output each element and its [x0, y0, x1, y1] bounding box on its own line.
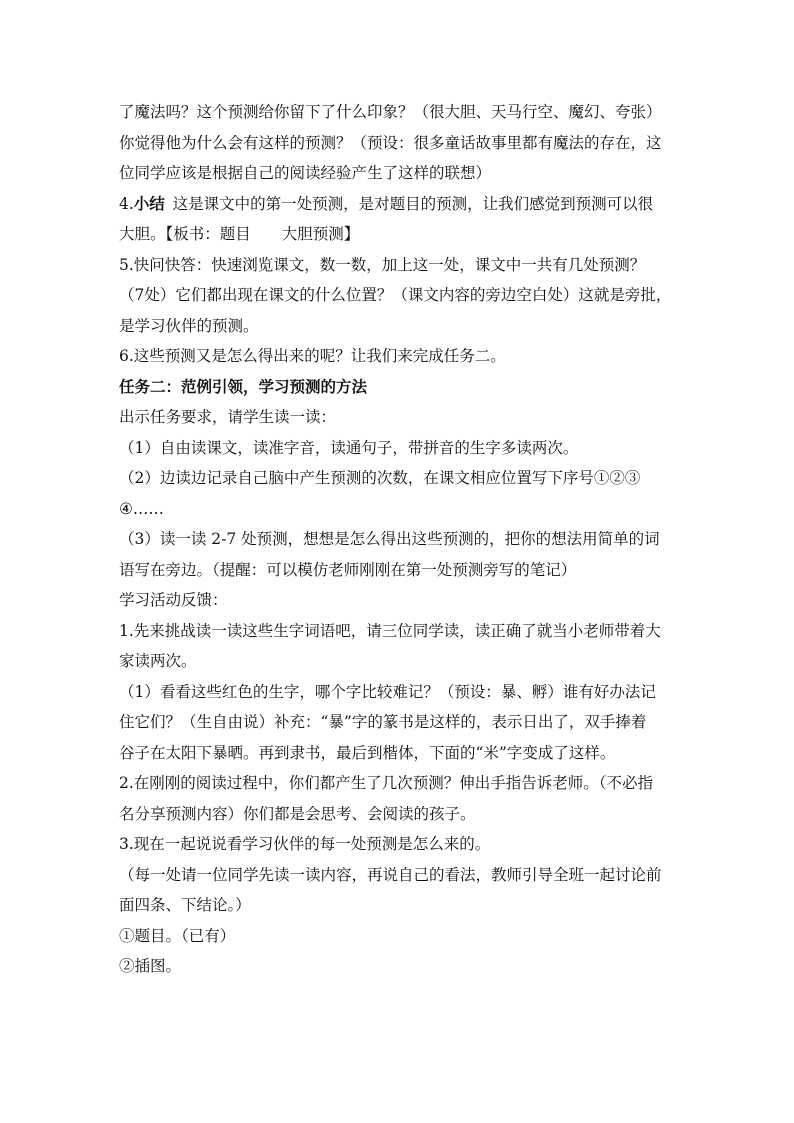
task-intro: 出示任务要求，请学生读一读：	[119, 408, 337, 426]
point-2: ②插图。	[119, 957, 182, 975]
item-4-bold-label: 小结	[133, 193, 165, 213]
item-5-line: 5.快问快答：快速浏览课文，数一数，加上这一处，课文中一共有几处预测？	[119, 255, 646, 274]
feedback-1-line: 1.先来挑战读一读这些生字词语吧，请三位同学读，读正确了就当小老师带着大	[119, 621, 661, 640]
text-line: 位同学应该是根据自己的阅读经验产生了这样的联想）	[119, 164, 492, 182]
feedback-3: 3.现在一起说说看学习伙伴的每一处预测是怎么来的。	[119, 835, 491, 853]
feedback-3-note-line: （每一处请一位同学先读一读内容，再说自己的看法，教师引导全班一起讨论前	[119, 865, 662, 884]
item-4-line-2: 大胆。【板书：题目 大胆预测】	[119, 225, 360, 243]
requirement-3-line: 语写在旁边。（提醒：可以模仿老师刚刚在第一处预测旁写的笔记）	[119, 560, 577, 579]
item-5-line: 是学习伙伴的预测。	[119, 316, 259, 335]
feedback-2-line: 2.在刚刚的阅读过程中，你们都产生了几次预测？伸出手指告诉老师。（不必指	[119, 774, 654, 792]
task-2-heading: 任务二：范例引领，学习预测的方法	[119, 376, 368, 396]
document-page	[119, 97, 679, 982]
feedback-2-line: 名分享预测内容）你们都是会思考、会阅读的孩子。	[119, 804, 476, 823]
item-5-line: （7处）它们都出现在课文的什么位置？（课文内容的旁边空白处）这就是旁批，	[119, 286, 672, 304]
requirement-1: （1）自由读课文，读准字音，读通句子，带拼音的生字多读两次。	[119, 438, 579, 457]
item-4-line-1	[119, 189, 679, 220]
text-line: 你觉得他为什么会有这样的预测？（预设：很多童话故事里都有魔法的存在，这	[119, 133, 662, 152]
feedback-1-sub-line: 谷子在太阳下暴晒。再到隶书，最后到楷体，下面的“米”字变成了这样。	[119, 743, 616, 762]
text-line: 了魔法吗？这个预测给你留下了什么印象？（很大胆、天马行空、魔幻、夸张）	[119, 103, 662, 121]
feedback-1-sub-line: 住它们？（生自由说）补充：“暴”字的篆书是这样的，表示日出了，双手捧着	[119, 713, 647, 731]
point-1: ①题目。（已有）	[119, 926, 236, 945]
requirement-2-line: （2）边读边记录自己脑中产生预测的次数，在课文相应位置写下序号①②③	[119, 469, 641, 487]
item-4-text: 这是课文中的第一处预测，是对题目的预测，让我们感觉到预测可以很	[172, 194, 654, 213]
feedback-1-sub-line: （1）看看这些红色的生字，哪个字比较难记？（预设：暴、孵）谁有好办法记	[119, 682, 656, 701]
item-4-number: 4.	[119, 194, 134, 213]
feedback-1-line: 家读两次。	[119, 652, 197, 670]
feedback-3-note-line: 面四条、下结论。）	[119, 896, 251, 914]
feedback-heading: 学习活动反馈：	[119, 591, 228, 609]
item-6: 6.这些预测又是怎么得出来的呢？让我们来完成任务二。	[119, 347, 506, 365]
requirement-3-line: （3）读一读 2-7 处预测，想想是怎么得出这些预测的，把你的想法用简单的词	[119, 530, 660, 548]
requirement-2-line: ④……	[119, 499, 164, 518]
